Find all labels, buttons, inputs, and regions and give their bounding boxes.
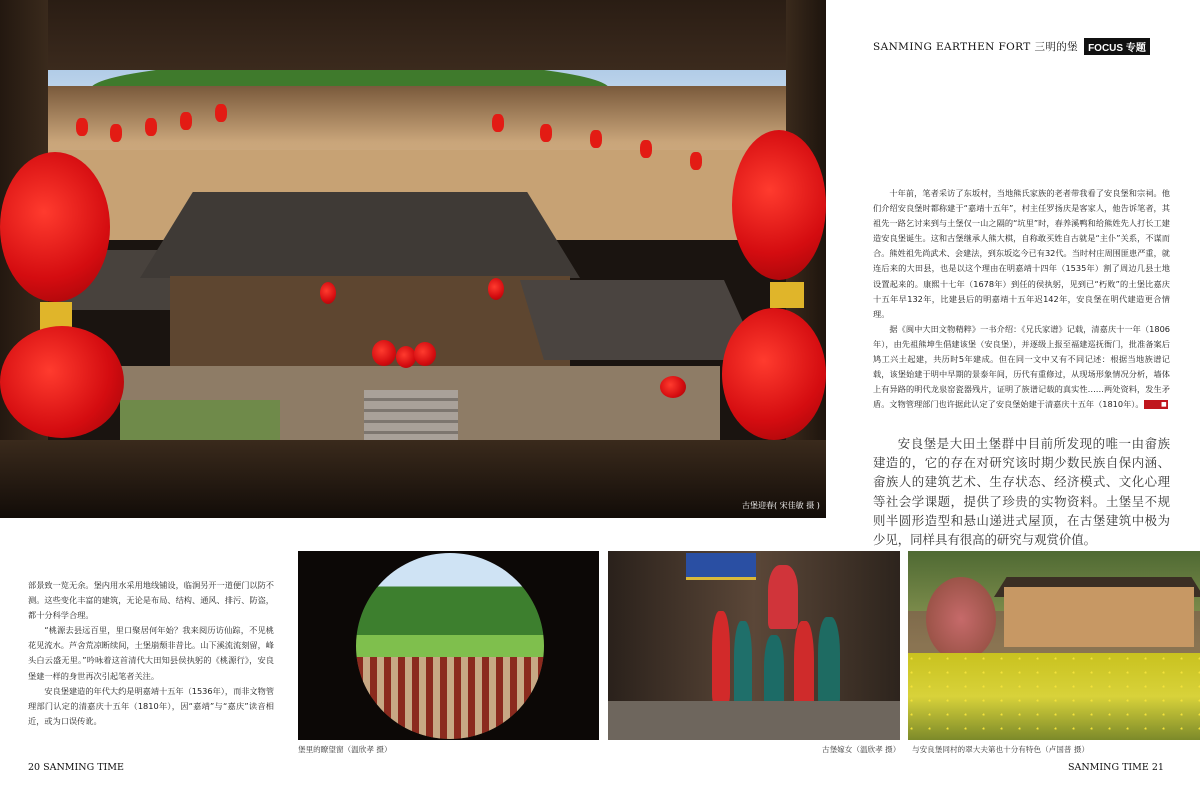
wooden-window-frame-top [0,0,826,70]
hero-photo-caption: 古堡迎春( 宋佳敏 摄 ) [742,501,820,510]
right-body-text [873,186,1170,412]
hall-lantern [660,376,686,398]
ceremonial-umbrella [686,553,756,580]
paragraph: 部景致一览无余。堡内用水采用地线铺设，临涧另开一道便门以防不测。这些变化丰富的建筑，无论是布局、结构、通风、排污、防盗，都十分科学合理。 [28,580,274,621]
hall-lantern [372,340,396,366]
small-lantern [492,114,504,132]
small-lantern [540,124,552,142]
focus-badge: FOCUS 专题 [1084,38,1150,55]
paragraph: “桃源去县远百里，里口聚居何年始？我来阅历访仙踪，不见桃花见流水。芦舍荒凉断续间，土堡崩颓非昔比。山下溪流流刻留，峰头白云盛无里。”吟咏着这首清代大田知县侯执躬的《桃源行》，安良堡建一样的身世再次引起笔者关注。 [28,625,274,681]
left-body-text [28,578,274,729]
photo-caption: 堡里的瞭望窗（温欣孝 摄） [298,745,392,754]
left-page-folio: 20 SANMING TIME [28,762,124,773]
right-page-folio: SANMING TIME 21 [1068,762,1164,773]
courtyard-grass [120,400,280,444]
watchtower-window-photo [298,551,599,740]
end-mark-icon: ■ [1144,400,1168,409]
paragraph: 安良堡建造的年代大约是明嘉靖十五年（1536年），而非文物管理部门认定的清嘉庆十五年（1810年），因“嘉靖”与“嘉庆”读音相近，或为口误传讹。 [28,685,275,726]
paragraph [873,322,1170,413]
hall-lantern [414,342,436,366]
small-lantern [640,140,652,158]
small-lantern [590,130,602,148]
small-lantern [690,152,702,170]
bride [768,565,798,629]
small-lantern [145,118,157,136]
big-red-lantern [0,326,124,438]
rapeseed-field [908,653,1200,740]
village-house-photo [908,551,1200,740]
big-red-lantern [732,130,826,280]
big-red-lantern [0,152,110,302]
photo-caption: 与安良堡同村的翠大夫第也十分有特色（卢国普 摄） [912,745,1090,754]
pull-quote [873,434,1170,549]
small-lantern [180,112,192,130]
person [818,617,840,707]
person [734,621,752,711]
paragraph: 十年前，笔者采访了东坂村，当地熊氏家族的老者带我看了安良堡和宗祠。他们介绍安良堡时都称建于“嘉靖十五年”，村主任罗扬庆是客家人，他告诉笔者，其祖先一路乞讨来到与土堡仅一山之隔的“坑里”时，春养溪鸭和给熊姓先人打长工建造安良堡诞生。这和古堡继承人熊大棋，自称敢买姓自古就是“主仆”关系，不谋而合。熊姓祖先尚武术、会建法，到东坂迄今已有32代。当时村庄周围匪患严重，就连后来的大田县，也是以这个理由在明嘉靖十四年（1535年）割了周边几县土地设置起来的。康熙十七年（1678年）到任的侯执躬，见到已“朽败”的土堡比嘉庆十五年早132年，比建县后的明嘉靖十五年迟142年，安良堡在明代建造更合情理。 [873,188,1170,319]
hall-lantern [320,282,336,304]
blossom-tree [926,577,996,661]
small-lantern [215,104,227,122]
small-lantern [76,118,88,136]
paragraph-text: 据《闽中大田文物精粹》一书介绍：《兄氏家谱》记载，清嘉庆十一年（1806年），由先祖熊坤生倡建该堡（安良堡），并逐级上报至福建巡抚衙门，批准备案后鸠工兴土起建，共历时5年建成。但在同一文中又有不同记述：根据当地族谱记载，该堡始建于明中早期的景泰年间，历代有重修过，从现场形象情况分析，墙体上有异路的明代龙泉窑瓷器残片，证明了族谱记载的真实性……两处资料，发生矛盾。文物管理部门也许据此认定了安良堡始建于清嘉庆十五年（1810年）。 [873,323,1170,410]
wooden-window-frame-bottom [0,440,826,518]
hall-lantern [396,346,416,368]
hall-lantern [488,278,504,300]
main-hall-roof [140,192,580,278]
photo-caption: 古堡嫁女（温欣孝 摄） [822,745,901,754]
person [712,611,730,703]
small-lantern [110,124,122,142]
right-wing-roof [520,280,760,360]
fort-corridor [356,657,544,739]
pull-quote-text: 安良堡是大田土堡群中目前所发现的唯一由畲族建造的，它的存在对研究该时期少数民族自保内涵、畲族人的建筑艺术、生存状态、经济模式、文化心理等社会学课题，提供了珍贵的实物资料。土堡呈不规则半圆形造型和悬山递进式屋顶，在古堡建筑中极为少见，同样具有很高的研究与观赏价值。 [873,436,1170,548]
main-hall [170,276,570,372]
stone-floor [608,701,900,740]
round-window [356,553,544,739]
running-header [873,38,1150,54]
hero-photo [0,0,826,518]
stone-steps [364,390,458,444]
big-red-lantern [722,308,826,440]
wedding-photo [608,551,900,740]
lantern-tassel [770,282,804,308]
header-title: SANMING EARTHEN FORT 三明的堡 [873,40,1079,53]
house-wall [1004,587,1194,647]
